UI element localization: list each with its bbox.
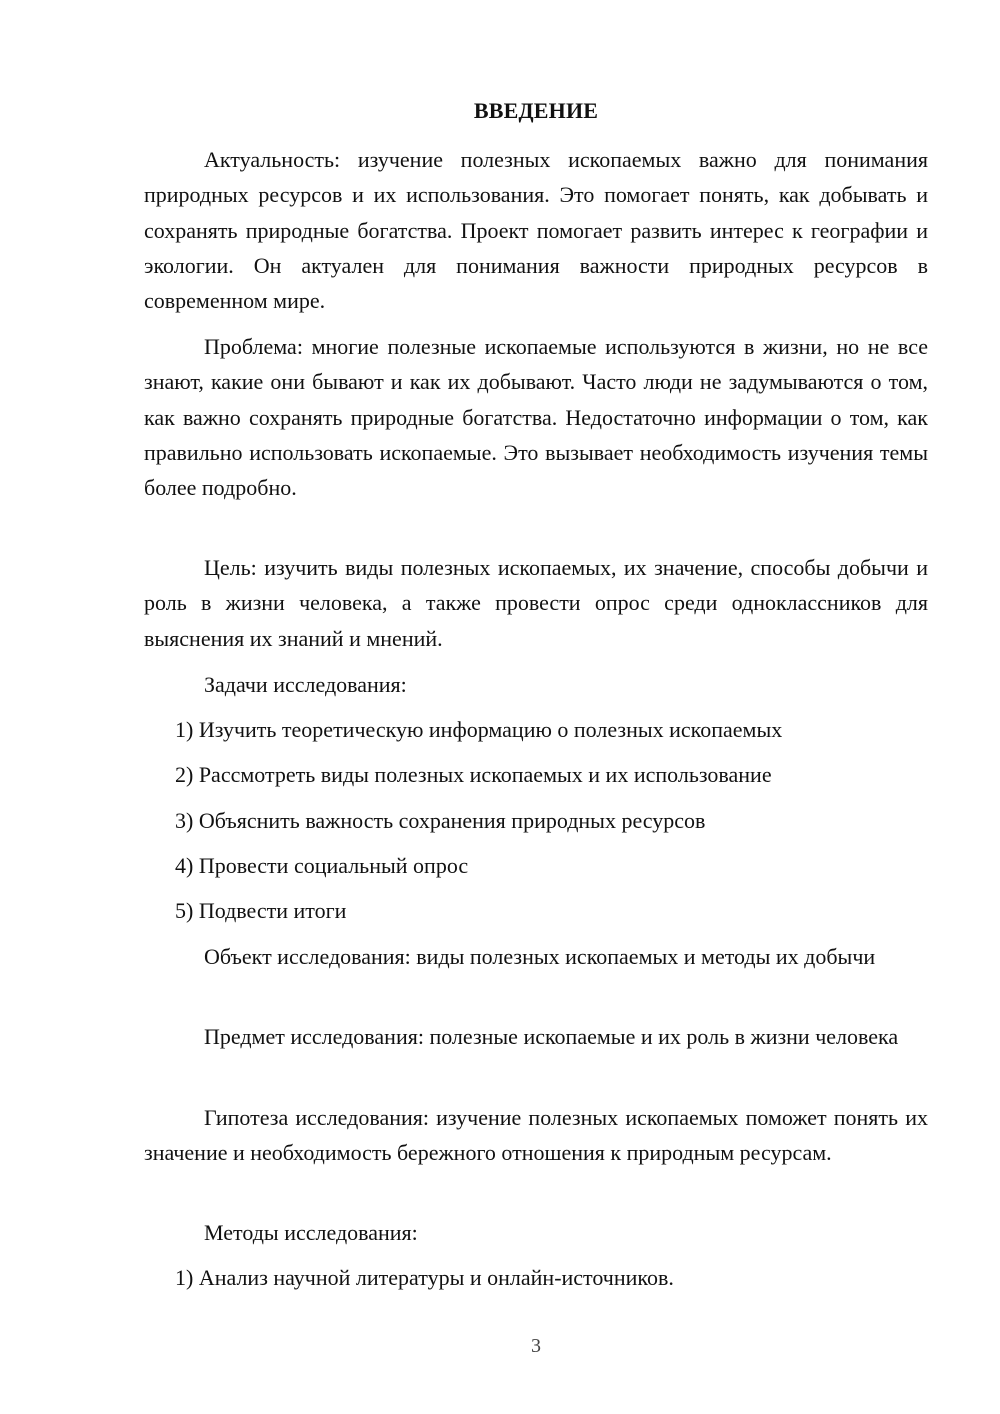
tasks-heading: Задачи исследования: <box>204 672 407 697</box>
goal-paragraph: Цель: изучить виды полезных ископаемых, их значение, способы добычи и роль в жизни человека, а также провести опрос среди одноклассников для выяснения их знаний и мнений. <box>144 555 928 651</box>
method-item: 1) Анализ научной литературы и онлайн-источников. <box>175 1265 674 1290</box>
hypothesis-paragraph: Гипотеза исследования: изучение полезных ископаемых поможет понять их значение и необходимость бережного отношения к природным ресурсам. <box>144 1105 928 1166</box>
task-item: 3) Объяснить важность сохранения природных ресурсов <box>175 808 706 833</box>
page-title: ВВЕДЕНИЕ <box>473 98 599 123</box>
page-number: 3 <box>531 1335 541 1357</box>
subject-paragraph: Предмет исследования: полезные ископаемые и их роль в жизни человека <box>204 1024 899 1049</box>
task-item: 4) Провести социальный опрос <box>175 853 469 878</box>
task-item: 2) Рассмотреть виды полезных ископаемых и их использование <box>175 762 772 787</box>
task-item: 5) Подвести итоги <box>175 898 347 923</box>
task-item: 1) Изучить теоретическую информацию о полезных ископаемых <box>175 717 783 742</box>
problem-paragraph: Проблема: многие полезные ископаемые используются в жизни, но не все знают, какие они бывают и как их добывают. Часто люди не задумываются о том, как важно сохранять природные богатства. Недостаточно информации о том, как правильно использовать ископаемые. Это вызывает необходимость изучения темы более подробно. <box>144 334 928 501</box>
object-paragraph: Объект исследования: виды полезных ископаемых и методы их добычи <box>204 944 876 969</box>
relevance-paragraph: Актуальность: изучение полезных ископаемых важно для понимания природных ресурсов и их использования. Это помогает понять, как добывать и сохранять природные богатства. Проект помогает развить интерес к географии и экологии. Он актуален для понимания важности природных ресурсов в современном мире. <box>144 147 928 314</box>
methods-heading: Методы исследования: <box>204 1220 418 1245</box>
